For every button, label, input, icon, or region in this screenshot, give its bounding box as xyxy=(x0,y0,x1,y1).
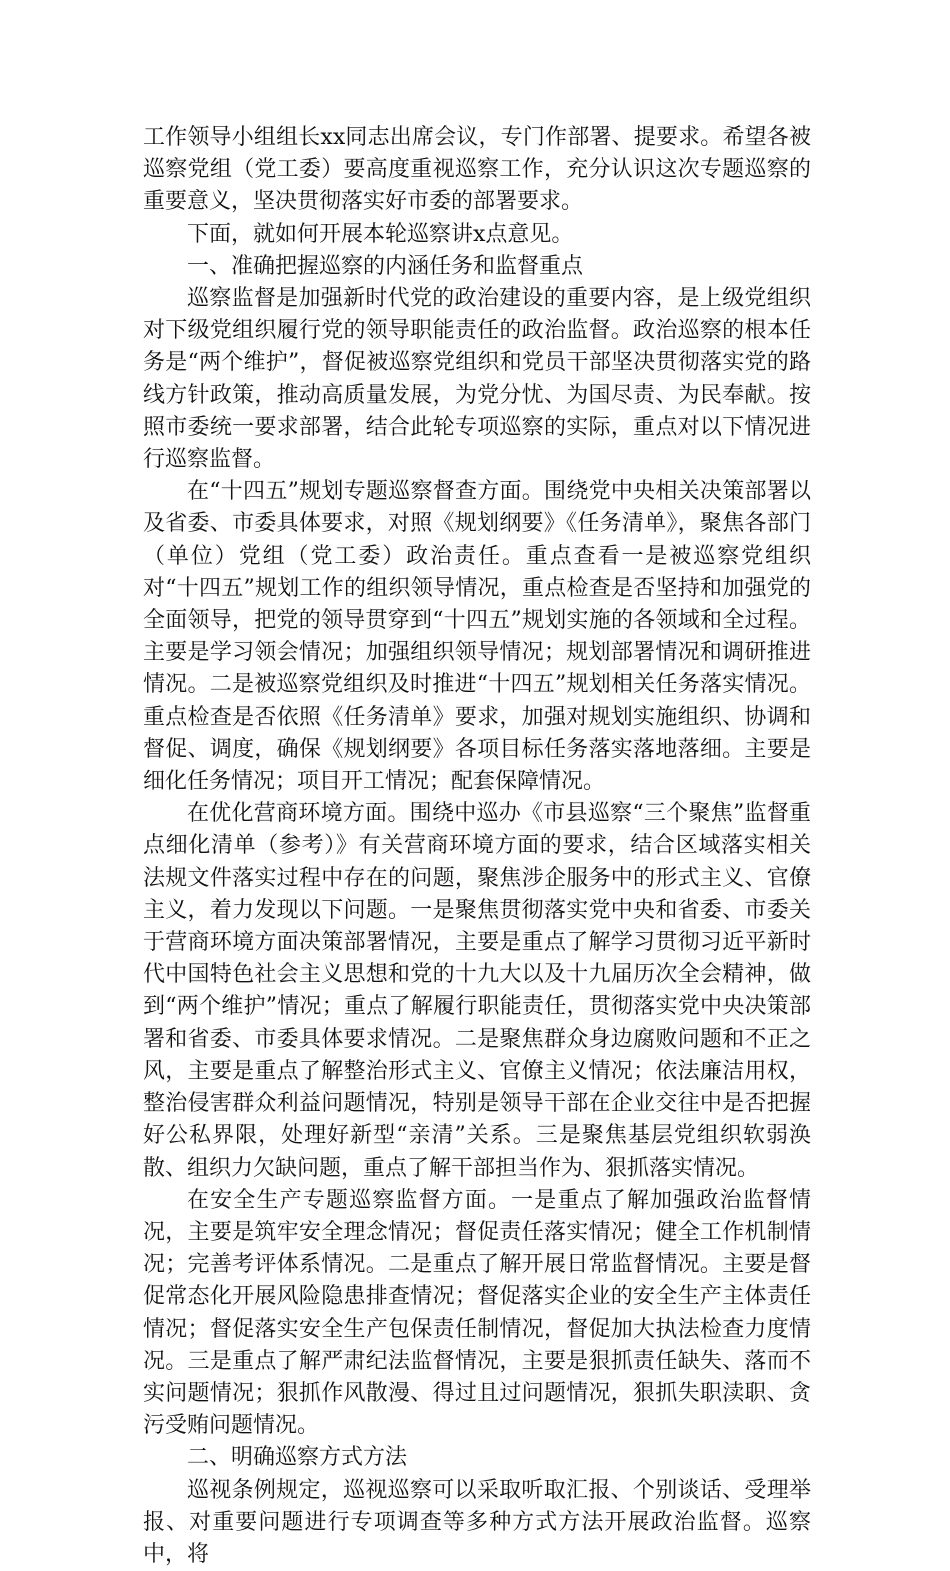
paragraph-five-year-plan: 在“十四五”规划专题巡察督查方面。围绕党中央相关决策部署以及省委、市委具体要求，对照《规划纲要》《任务清单》，聚焦各部门（单位）党组（党工委）政治责任。重点查看一是被巡察党组织对“十四五”规划工作的组织领导情况，重点检查是否坚持和加强党的全面领导，把党的领导贯穿到“十四五”规划实施的各领域和全过程。主要是学习领会情况；加强组织领导情况；规划部署情况和调研推进情况。二是被巡察党组织及时推进“十四五”规划相关任务落实情况。重点检查是否依照《任务清单》要求，加强对规划实施组织、协调和督促、调度，确保《规划纲要》各项目标任务落实落地落细。主要是细化任务情况；项目开工情况；配套保障情况。 xyxy=(143,479,811,795)
paragraph-supervision-overview: 巡察监督是加强新时代党的政治建设的重要内容，是上级党组织对下级党组织履行党的领导职能责任的政治监督。政治巡察的根本任务是“两个维护”，督促被巡察党组织和党员干部坚决贯彻落实党的路线方针政策，推动高质量发展，为党分忧、为国尽责、为民奉献。按照市委统一要求部署，结合此轮专项巡察的实际，重点对以下情况进行巡察监督。 xyxy=(143,286,811,473)
section-heading-1: 一、准确把握巡察的内涵任务和监督重点 xyxy=(187,253,584,279)
section-heading-2: 二、明确巡察方式方法 xyxy=(187,1445,408,1471)
paragraph-business-environment: 在优化营商环境方面。围绕中巡办《市县巡察“三个聚焦”监督重点细化清单（参考）》有关营商环境方面的要求，结合区域落实相关法规文件落实过程中存在的问题，聚焦涉企服务中的形式主义、官僚主义，着力发现以下问题。一是聚焦贯彻落实党中央和省委、市委关于营商环境方面决策部署情况，主要是重点了解学习贯彻习近平新时代中国特色社会主义思想和党的十九大以及十九届历次全会精神，做到“两个维护”情况；重点了解履行职能责任，贯彻落实党中央决策部署和省委、市委具体要求情况。二是聚焦群众身边腐败问题和不正之风，主要是重点了解整治形式主义、官僚主义情况；依法廉洁用权，整治侵害群众利益问题情况，特别是领导干部在企业交往中是否把握好公私界限，处理好新型“亲清”关系。三是聚焦基层党组织软弱涣散、组织力欠缺问题，重点了解干部担当作为、狠抓落实情况。 xyxy=(143,801,811,1181)
document-page xyxy=(143,122,811,1571)
paragraph-opening: 工作领导小组组长xx同志出席会议，专门作部署、提要求。希望各被巡察党组（党工委）要高度重视巡察工作，充分认识这次专题巡察的重要意义，坚决贯彻落实好市委的部署要求。 xyxy=(143,125,811,215)
paragraph-methods: 巡视条例规定，巡视巡察可以采取听取汇报、个别谈话、受理举报、对重要问题进行专项调查等多种方式方法开展政治监督。巡察中，将 xyxy=(143,1477,811,1567)
paragraph-safety-production: 在安全生产专题巡察监督方面。一是重点了解加强政治监督情况，主要是筑牢安全理念情况；督促责任落实情况；健全工作机制情况；完善考评体系情况。二是重点了解开展日常监督情况。主要是督促常态化开展风险隐患排查情况；督促落实企业的安全生产主体责任情况；督促落实安全生产包保责任制情况，督促加大执法检查力度情况。三是重点了解严肃纪法监督情况，主要是狠抓责任缺失、落而不实问题情况；狠抓作风散漫、得过且过问题情况，狠抓失职渎职、贪污受贿问题情况。 xyxy=(143,1187,811,1439)
paragraph-intro: 下面，就如何开展本轮巡察讲x点意见。 xyxy=(187,221,574,247)
